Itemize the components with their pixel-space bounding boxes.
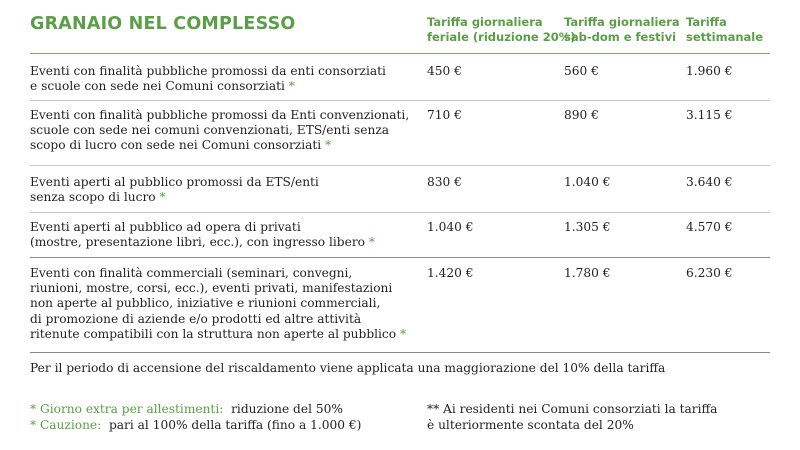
price-settimanale: 6.230 € <box>686 266 733 280</box>
row-description-line: e scuole con sede nei Comuni consorziati * <box>30 79 295 94</box>
residents-footnote-line: è ulteriormente scontata del 20% <box>427 417 634 432</box>
row-description-line: (mostre, presentazione libri, ecc.), con ingresso libero * <box>30 235 375 250</box>
price-settimanale: 4.570 € <box>686 220 733 234</box>
table-bottom-divider <box>30 352 770 353</box>
column-header-line: Tariffa giornaliera <box>427 15 543 29</box>
price-feriale: 710 € <box>427 108 462 122</box>
heating-note: Per il periodo di accensione del riscaldamento viene applicata una maggiorazione del 10% della tariffa <box>30 361 666 375</box>
residents-footnote-line: ** Ai residenti nei Comuni consorziati la tariffa <box>427 402 718 416</box>
price-feriale: 1.420 € <box>427 266 474 280</box>
price-festivi: 890 € <box>564 108 599 122</box>
asterisk-marker: * <box>325 138 332 153</box>
price-settimanale: 3.115 € <box>686 108 733 122</box>
residents-footnote <box>427 402 717 433</box>
price-festivi: 1.040 € <box>564 175 611 189</box>
price-feriale: 1.040 € <box>427 220 474 234</box>
page-title: GRANAIO NEL COMPLESSO <box>30 14 296 34</box>
row-description <box>30 266 410 342</box>
asterisk-marker: * <box>288 79 295 94</box>
row-divider <box>30 212 770 213</box>
column-header-settimanale <box>686 15 763 45</box>
row-description-line: di promozione di aziende e/o prodotti ed altre attività <box>30 311 362 326</box>
row-description-line: Eventi con finalità commerciali (seminari, convegni, <box>30 266 353 280</box>
row-description-line: Eventi con finalità pubbliche promossi da enti consorziati <box>30 64 386 78</box>
row-description-line: senza scopo di lucro * <box>30 190 166 205</box>
price-feriale: 450 € <box>427 64 462 78</box>
asterisk-marker: * <box>368 235 375 250</box>
price-settimanale: 3.640 € <box>686 175 733 189</box>
row-description-line: scuole con sede nei comuni convenzionati, ETS/enti senza <box>30 123 390 138</box>
footnotes-left <box>30 402 361 433</box>
row-divider <box>30 257 770 258</box>
price-feriale: 830 € <box>427 175 462 189</box>
asterisk-marker: * <box>399 326 407 341</box>
row-divider <box>30 100 770 101</box>
row-description <box>30 64 410 94</box>
row-description-line: ritenute compatibili con la struttura non aperte al pubblico * <box>30 326 407 341</box>
row-description-line: Eventi aperti al pubblico ad opera di privati <box>30 220 301 234</box>
price-festivi: 1.780 € <box>564 266 611 280</box>
row-description-line: Eventi aperti al pubblico promossi da ETS/enti <box>30 175 319 189</box>
row-description-line: Eventi con finalità pubbliche promossi da Enti convenzionati, <box>30 108 410 122</box>
asterisk-marker: * <box>159 190 166 205</box>
column-header-festivi <box>564 15 680 45</box>
column-header-line: Tariffa <box>686 15 727 29</box>
price-festivi: 1.305 € <box>564 220 611 234</box>
price-festivi: 560 € <box>564 64 599 78</box>
row-description <box>30 220 410 250</box>
column-header-line: Tariffa giornaliera <box>564 15 680 29</box>
column-header-line: sab-dom e festivi <box>564 30 677 44</box>
row-description-line: riunioni, mostre, corsi, ecc.), eventi privati, manifestazioni <box>30 281 393 296</box>
extra-day-footnote: * Giorno extra per allestimenti: riduzione del 50% <box>30 402 343 416</box>
row-description-line: scopo di lucro con sede nei Comuni consorziati * <box>30 138 332 153</box>
column-header-feriale <box>427 15 576 45</box>
row-description-line: non aperte al pubblico, iniziative e riunioni commerciali, <box>30 296 381 311</box>
deposit-footnote: * Cauzione: pari al 100% della tariffa (fino a 1.000 €) <box>30 417 362 432</box>
column-header-line: feriale (riduzione 20%) <box>427 30 576 44</box>
header-divider <box>30 53 770 54</box>
row-divider <box>30 165 770 166</box>
row-description <box>30 175 410 205</box>
price-settimanale: 1.960 € <box>686 64 733 78</box>
column-header-line: settimanale <box>686 30 764 44</box>
row-description <box>30 108 410 154</box>
